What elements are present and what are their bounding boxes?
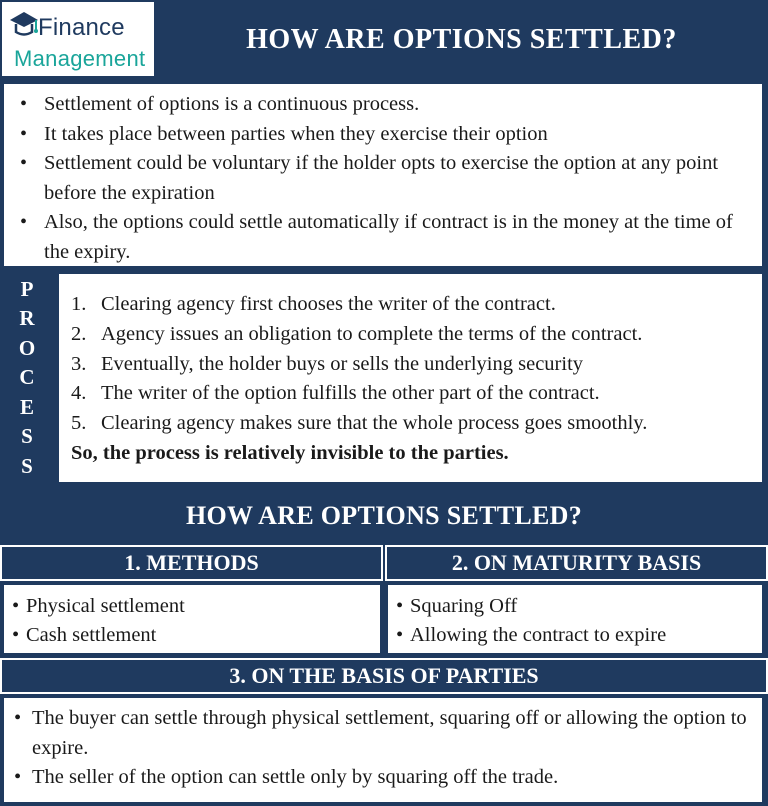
methods-box xyxy=(2,583,382,655)
methods-item: • Physical settlement xyxy=(12,592,372,621)
maturity-box xyxy=(386,583,764,655)
process-letter: C xyxy=(19,365,35,390)
methods-heading: 1. METHODS xyxy=(0,545,383,581)
step-number: 1. xyxy=(71,293,87,315)
intro-item: • Settlement of options is a continuous process. xyxy=(14,90,752,120)
maturity-item: • Allowing the contract to expire xyxy=(396,621,754,650)
intro-box xyxy=(2,82,764,268)
process-step xyxy=(71,379,752,409)
logo-text-management: Management xyxy=(14,46,146,71)
process-letter: S xyxy=(21,424,33,449)
parties-heading: 3. ON THE BASIS OF PARTIES xyxy=(0,658,768,694)
page-title: HOW ARE OPTIONS SETTLED? xyxy=(246,24,677,55)
process-letter: O xyxy=(18,335,36,360)
step-text: Eventually, the holder buys or sells the underlying security xyxy=(101,352,584,375)
process-step xyxy=(71,320,752,350)
step-text: Agency issues an obligation to complete the terms of the contract. xyxy=(101,322,643,345)
step-number: 2. xyxy=(71,322,87,345)
step-text: The writer of the option fulfills the other part of the contract. xyxy=(101,382,600,405)
process-box xyxy=(57,272,764,484)
section-title: HOW ARE OPTIONS SETTLED? xyxy=(185,501,583,530)
graduation-cap-e-icon xyxy=(6,8,42,44)
methods-item: • Cash settlement xyxy=(12,621,372,650)
maturity-item: • Squaring Off xyxy=(396,592,754,621)
process-steps xyxy=(71,290,752,439)
process-conclusion: So, the process is relatively invisible to the parties. xyxy=(71,441,509,464)
process-vertical-label xyxy=(0,272,54,484)
step-text: Clearing agency makes sure that the whole process goes smoothly. xyxy=(101,412,648,435)
step-number: 5. xyxy=(71,412,87,435)
intro-item: • It takes place between parties when they exercise their option xyxy=(14,120,752,150)
process-step xyxy=(71,409,752,439)
methods-list xyxy=(12,592,372,650)
intro-item: • Settlement could be voluntary if the holder opts to exercise the option at any point before the expiration xyxy=(14,149,752,208)
process-step xyxy=(71,290,752,320)
step-text: Clearing agency first chooses the writer of the contract. xyxy=(101,293,556,315)
parties-item: • The seller of the option can settle only by squaring off the trade. xyxy=(12,763,754,793)
process-letter: E xyxy=(19,394,34,419)
process-letter: S xyxy=(21,453,33,478)
maturity-heading: 2. ON MATURITY BASIS xyxy=(385,545,768,581)
intro-list xyxy=(14,90,752,267)
step-number: 3. xyxy=(71,352,87,375)
logo-text-finance: Finance xyxy=(38,14,125,41)
parties-box xyxy=(2,696,764,804)
step-number: 4. xyxy=(71,382,87,405)
logo xyxy=(2,2,154,76)
process-letter: P xyxy=(20,276,34,301)
parties-list xyxy=(12,704,754,793)
maturity-list xyxy=(396,592,754,650)
parties-item: • The buyer can settle through physical settlement, squaring off or allowing the option to expire. xyxy=(12,704,754,763)
intro-item: • Also, the options could settle automatically if contract is in the money at the time of the expiry. xyxy=(14,208,752,267)
process-letter: R xyxy=(19,306,35,331)
process-step xyxy=(71,350,752,380)
header-bar xyxy=(0,0,768,80)
